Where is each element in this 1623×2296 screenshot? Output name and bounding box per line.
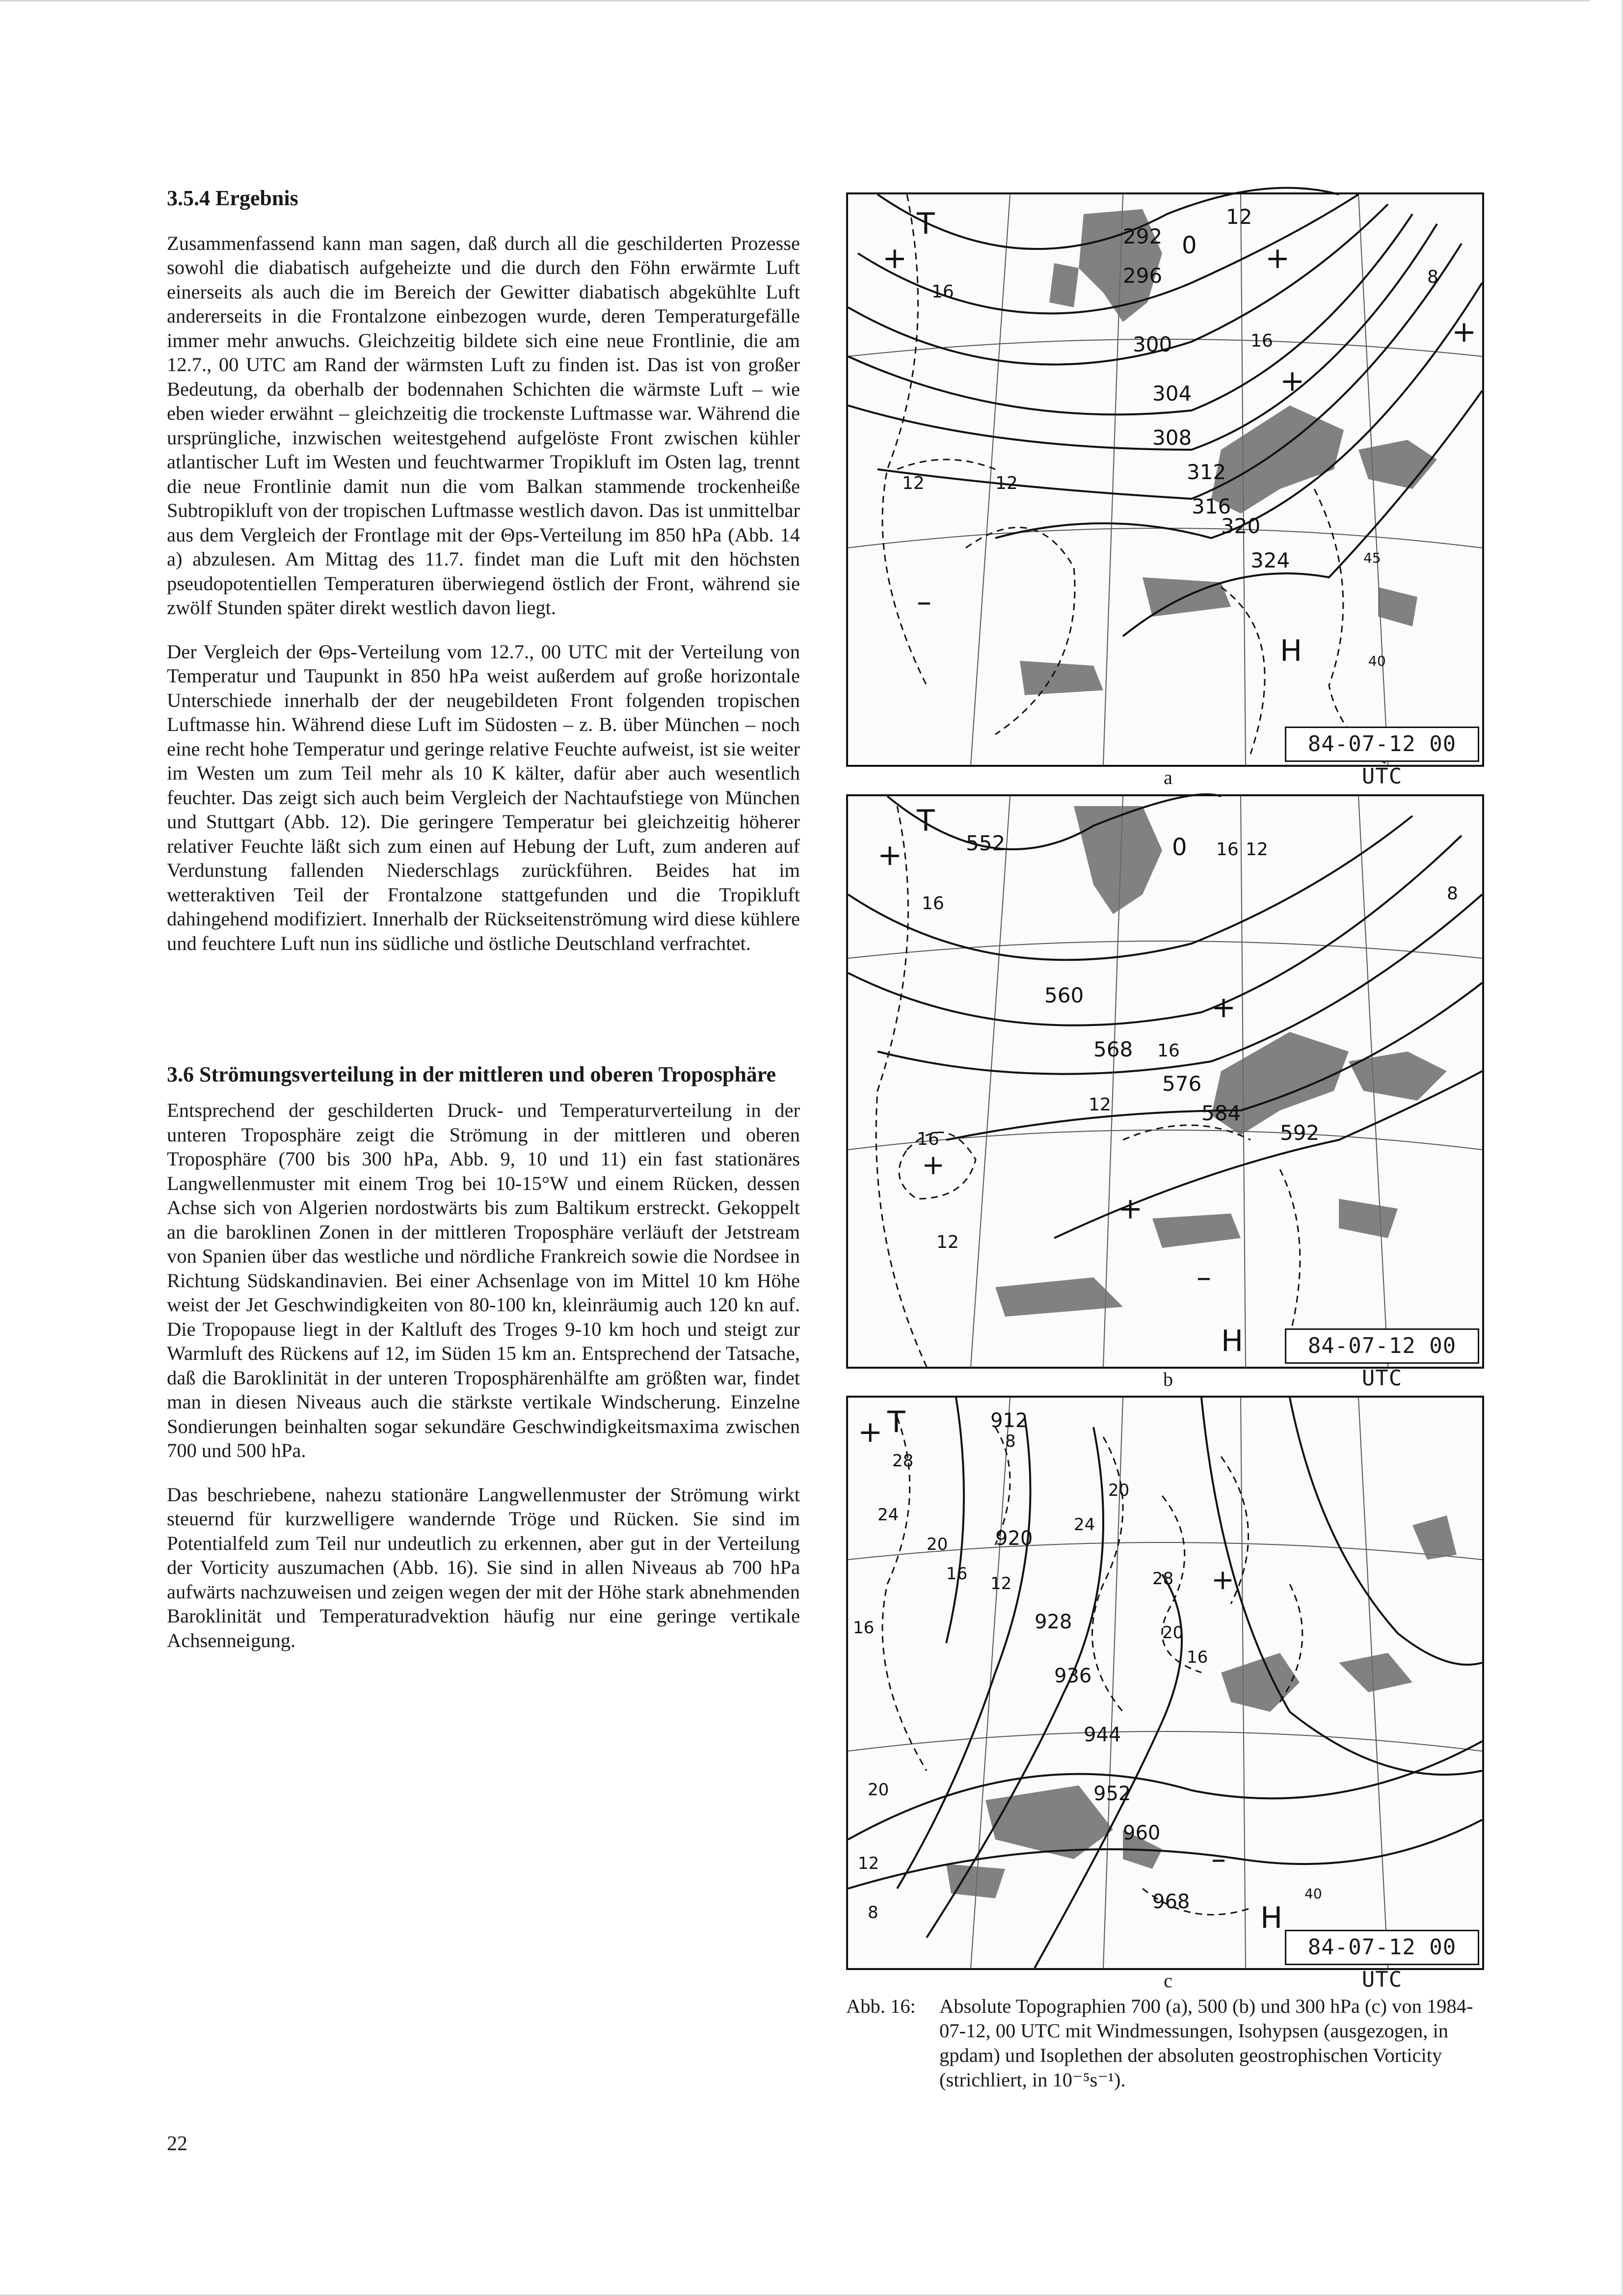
figure-letter-b: b [1163,1368,1173,1390]
vorticity-label: 8 [1005,1432,1016,1451]
contour-label: 936 [1054,1665,1092,1687]
vorticity-label: 16 [1251,331,1273,351]
section-heading-36: 3.6 Strömungsverteilung in der mittleren und oberen Troposphäre [167,1062,776,1087]
vorticity-label: 16 [931,282,954,302]
contour-label: 584 [1201,1101,1241,1125]
minus-marker: – [1197,1260,1211,1295]
contour-label: 308 [1152,426,1192,450]
contour-label: 912 [990,1409,1028,1432]
contour-label: 560 [1044,983,1084,1007]
minus-marker: – [917,585,931,619]
contour-label: 312 [1187,460,1226,484]
map-drawing-a [848,194,1482,765]
contour-label: 552 [966,831,1006,855]
paragraph-354-1: Zusammenfassend kann man sagen, daß durch all die geschilderten Prozesse sowohl die diabatisch aufgeheizte und die durch den Föhn erwärmte Luft einerseits als auch die im Bereich der Gewitter diabatisch abgekühlte Luft andererseits in die Frontalzone einbezogen wurde, deren Temperaturgefälle immer mehr anwuchs. Gleichzeitig bildete sich eine neue Frontlinie, die am 12.7., 00 UTC am Rand der wärmsten Luft zu finden ist. Das ist von großer Bedeutung, da oberhalb der bodennahen Schichten die wärmste Luft – wie eben wieder erwähnt – gleichzeitig die trockenste Luftmasse war. Während die ursprüngliche, inzwischen weitestgehend aufgelöste Front zwischen kühler atlantischer Luft im Westen und feuchtwarmer Tropikluft im Osten lag, trennt die neue Frontlinie damit nun die vom Balkan stammende trockenheiße Subtropikluft von der tropischen Luftmasse westlich davon. Das ist unmittelbar aus dem Vergleich der Frontlage mit der Θps-Verteilung im 850 hPa (Abb. 14 a) abzulesen. Am Mittag des 11.7. findet man die Luft mit den höchsten pseudopotentiellen Temperaturen überwiegend östlich der Front, während sie zwölf Stunden später direkt westlich davon liegt. [167,232,800,619]
vorticity-label: 16 [1187,1648,1208,1667]
vorticity-label: 12 [1089,1095,1111,1115]
timestamp-box: 84-07-12 00 UTC [1285,727,1479,762]
map-drawing-b [848,796,1482,1367]
contour-label: 968 [1152,1891,1190,1913]
vorticity-label: 40 [1304,1886,1322,1902]
vorticity-label: 0 [1182,232,1197,259]
low-symbol-label: T [917,804,935,838]
vorticity-label: 45 [1363,550,1381,566]
plus-marker: + [1211,990,1236,1025]
vorticity-label: 24 [1074,1515,1095,1535]
contour-label: 952 [1093,1783,1131,1805]
weather-map-300hpa [846,1396,1484,1992]
contour-label: 920 [995,1527,1033,1550]
map-landmass [1020,209,1437,695]
contour-label: 324 [1251,548,1290,572]
contour-label: 928 [1035,1611,1072,1633]
plus-marker: + [882,241,907,275]
high-symbol-label: H [1260,1901,1283,1935]
contour-label: 960 [1123,1822,1161,1844]
timestamp-box: 84-07-12 00 UTC [1285,1328,1479,1364]
text-column [167,186,800,1652]
contour-label: 576 [1162,1072,1202,1096]
plus-marker: + [1452,315,1477,349]
vorticity-label: 20 [1162,1623,1184,1643]
low-symbol-label: T [917,207,935,241]
plus-marker: + [1265,241,1290,275]
vorticity-label: 12 [990,1574,1012,1594]
contour-label: 320 [1221,514,1261,538]
vorticity-label: 8 [1447,884,1458,904]
vorticity-label: 12 [1246,839,1268,860]
contour-label: 300 [1133,332,1172,356]
vorticity-label: 16 [946,1564,968,1584]
low-symbol-label: T [887,1405,905,1439]
vorticity-label: 12 [858,1854,879,1873]
contour-label: 296 [1123,264,1163,288]
page-number: 22 [167,2133,187,2155]
vorticity-label: 20 [1108,1481,1130,1500]
contour-label: 944 [1084,1724,1121,1746]
map-drawing-c [848,1398,1482,1968]
plus-marker: + [922,1149,945,1181]
vorticity-label: 16 [853,1618,875,1638]
map-landmass [995,806,1447,1317]
vorticity-label: 16 [922,893,944,914]
vorticity-label: 20 [927,1535,948,1554]
figure-letter-c: c [1164,1970,1172,1992]
vorticity-label: 16 [1157,1041,1180,1061]
plus-marker: + [858,1415,883,1449]
paragraph-36-2: Das beschriebene, nahezu stationäre Langwellenmuster der Strömung wirkt steuernd für kurzwelligere wandernde Tröge und Rücken. Sie sind im Potentialfeld zum Teil nur undeutlich zu erkennen, aber gut in der Verteilung der Vorticity auszumachen (Abb. 16). Sie sind in allen Niveaus ab 700 hPa aufwärts nachzuweisen und zeigen wegen der mit der Höhe stark abnehmenden Baroklinität und Temperaturadvektion häufig nur eine geringe vertikale Achsenneigung. [167,1483,800,1651]
high-symbol-label: H [1221,1324,1244,1358]
minus-marker: – [1211,1842,1226,1876]
contour-label: 292 [1123,224,1163,248]
vorticity-label: 8 [868,1903,878,1922]
vorticity-label: 28 [892,1451,914,1471]
isohypses [848,188,1482,636]
caption-text: Absolute Topographien 700 (a), 500 (b) und 300 hPa (c) von 1984-07-12, 00 UTC mit Windmessungen, Isohypsen (ausgezogen, in gpdam) und Isoplethen der absoluten geostrophischen Vorticity (strichliert, in 10⁻⁵s⁻¹). [939,1995,1473,2091]
contour-label: 592 [1280,1121,1320,1145]
plus-marker: + [1280,364,1305,398]
plus-marker: + [1118,1191,1143,1226]
figure-letter-a: a [1164,766,1172,788]
plus-marker: + [1211,1564,1234,1596]
vorticity-label: 8 [1427,267,1438,287]
vorticity-label: 12 [1226,205,1252,229]
vorticity-label: 16 [1216,839,1239,860]
vorticity-label: 12 [936,1232,959,1252]
plus-marker: + [878,838,903,872]
vorticity-label: 12 [902,473,925,493]
vorticity-label: 16 [917,1129,939,1149]
high-symbol-label: H [1280,634,1303,668]
contour-label: 316 [1192,494,1231,518]
vorticity-label: 28 [1152,1569,1174,1589]
weather-map-700hpa [846,192,1484,789]
vorticity-label: 0 [1172,834,1187,861]
timestamp-box: 84-07-12 00 UTC [1285,1930,1479,1965]
page-border-top [0,0,1590,1]
caption-label: Abb. 16: [846,1995,916,2017]
paragraph-354-2: Der Vergleich der Θps-Verteilung vom 12.7., 00 UTC mit der Verteilung von Temperatur und Taupunkt in 850 hPa weist außerdem auf große horizontale Unterschiede innerhalb der der neugebildeten Front folgenden tropischen Luftmasse hin. Während diese Luft im Südosten – z. B. über München – noch eine recht hohe Temperatur und geringe relative Feuchte aufweist, ist sie weiter im Westen um zum Teil mehr als 10 K kälter, dafür aber auch wesentlich feuchter. Das zeigt sich auch beim Vergleich der Nachtaufstiege von München und Stuttgart (Abb. 12). Die geringere Temperatur bei gleichzeitig höherer relativer Feuchte läßt sich zum einen auf Hebung der Luft, zum anderen auf Verdunstung fallenden Niederschlags zurückführen. Beides hat im wetteraktiven Teil der Frontalzone stattgefunden und die Tropikluft dahingehend modifiziert. Innerhalb der Rückseitenströmung wird diese kühlere und feuchtere Luft nun ins südliche und östliche Deutschland verfrachtet. [167,640,800,954]
section-heading-354: 3.5.4 Ergebnis [167,186,298,210]
weather-map-500hpa [846,794,1484,1391]
vorticity-label: 20 [868,1780,889,1800]
contour-label: 568 [1093,1037,1133,1061]
contour-label: 304 [1152,381,1192,405]
vorticity-label: 12 [995,473,1018,493]
vorticity-label: 40 [1368,653,1386,669]
vorticity-label: 24 [878,1505,899,1525]
paragraph-36-1: Entsprechend der geschilderten Druck- und Temperaturverteilung in der unteren Troposphäre zeigt die Strömung in der mittleren und oberen Troposphäre (700 bis 300 hPa, Abb. 9, 10 und 11) ein fast stationäres Langwellenmuster mit einem Trog bei 10-15°W und einem Rücken, dessen Achse sich von Algerien nordostwärts bis zum Baltikum erstreckt. Gekoppelt an die baroklinen Zonen in der mittleren Troposphäre verläuft der Jetstream von Spanien über das westliche und nördliche Frankreich sowie die Nordsee in Richtung Südskandinavien. Bei einer Achsenlage von im Mittel 10 km Höhe weist der Jet Geschwindigkeiten von 80-100 kn, kleinräumig auch 120 kn auf. Die Tropopause liegt in der Kaltluft des Troges 9-10 km hoch und steigt zur Warmluft des Rückens auf 12, im Süden 15 km an. Entsprechend der Tatsache, daß die Baroklinität in der unteren Troposphärenhälfte am größten war, findet man in diesen Niveaus auch die stärkste vertikale Windscherung. Einzelne Sondierungen beinhalten sogar sekundäre Geschwindigkeitsmaxima zwischen 700 und 500 hPa. [167,1099,800,1462]
